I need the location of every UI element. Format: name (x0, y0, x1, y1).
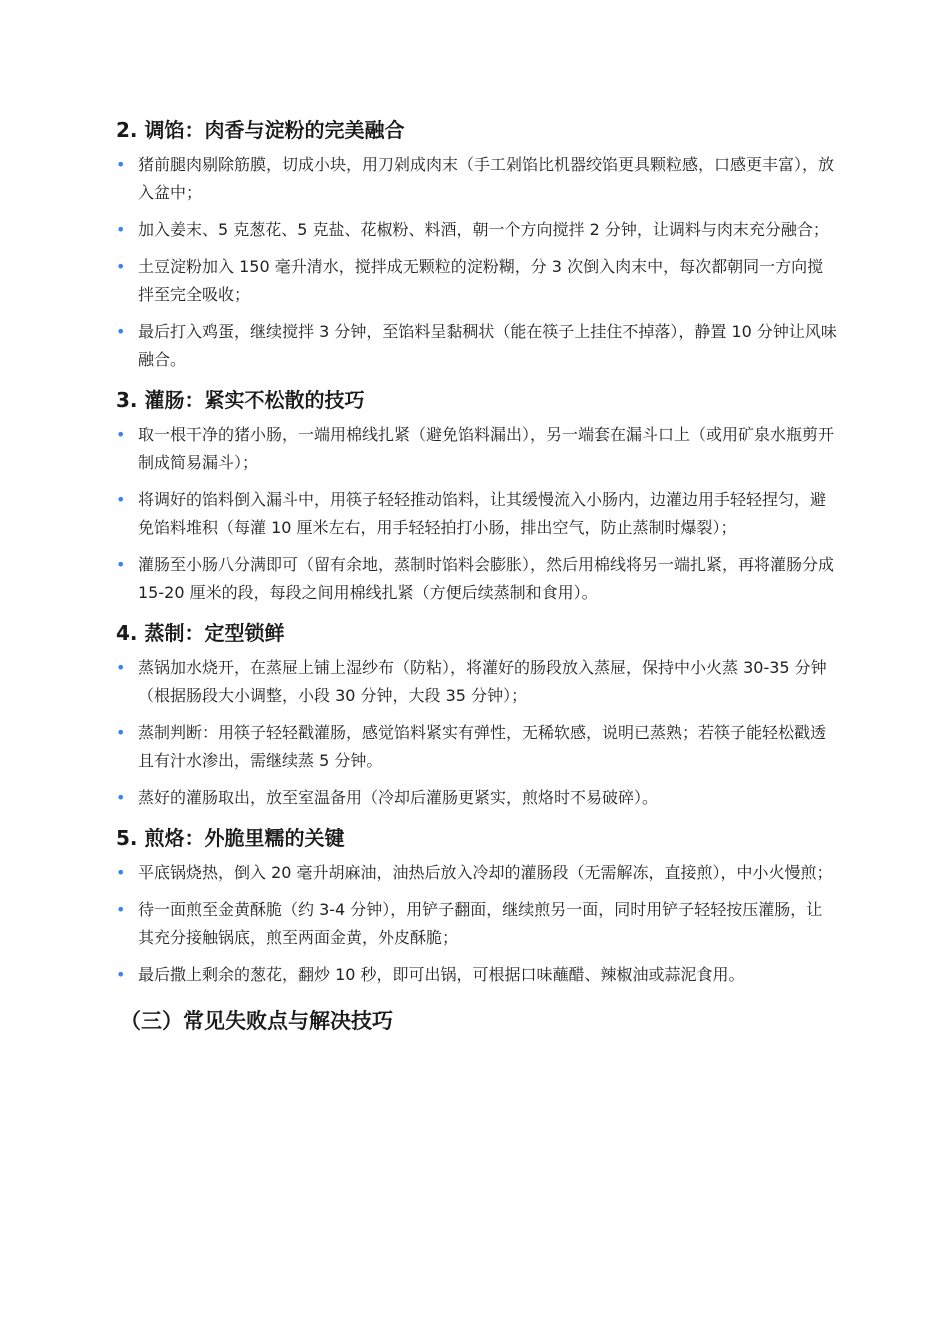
list-item-text: 待一面煎至金黄酥脆（约 3-4 分钟），用铲子翻面，继续煎另一面，同时用铲子轻轻按压灌肠，让其充分接触锅底，煎至两面金黄，外皮酥脆； (138, 900, 823, 947)
bullet-list (116, 859, 838, 989)
list-item (116, 151, 838, 207)
section-title: 5. 煎烙：外脆里糯的关键 (116, 826, 345, 850)
section-stuffing (116, 113, 838, 374)
section-filling-casing (116, 383, 838, 607)
list-item (116, 318, 838, 374)
list-item (116, 486, 838, 542)
bullet-icon: • (116, 723, 126, 742)
list-item-text: 蒸锅加水烧开，在蒸屉上铺上湿纱布（防粘），将灌好的肠段放入蒸屉，保持中小火蒸 30-35 分钟（根据肠段大小调整，小段 30 分钟，大段 35 分钟）； (138, 658, 827, 705)
part-title: （三）常见失败点与解决技巧 (120, 1009, 393, 1033)
section-title: 4. 蒸制：定型锁鲜 (116, 621, 285, 645)
bullet-icon: • (116, 658, 126, 677)
list-item-text: 蒸好的灌肠取出，放至室温备用（冷却后灌肠更紧实，煎烙时不易破碎）。 (138, 788, 659, 807)
bullet-icon: • (116, 220, 126, 239)
bullet-list (116, 151, 838, 374)
section-title: 3. 灌肠：紧实不松散的技巧 (116, 388, 365, 412)
list-item (116, 654, 838, 710)
bullet-icon: • (116, 555, 126, 574)
list-item (116, 719, 838, 775)
bullet-icon: • (116, 425, 126, 444)
list-item-text: 灌肠至小肠八分满即可（留有余地，蒸制时馅料会膨胀），然后用棉线将另一端扎紧，再将灌肠分成 15-20 厘米的段，每段之间用棉线扎紧（方便后续蒸制和食用）。 (138, 555, 835, 602)
bullet-icon: • (116, 322, 126, 341)
section-steaming (116, 616, 838, 812)
bullet-icon: • (116, 788, 126, 807)
list-item (116, 421, 838, 477)
list-item (116, 216, 838, 244)
bullet-list (116, 654, 838, 812)
list-item (116, 896, 838, 952)
list-item-text: 平底锅烧热，倒入 20 毫升胡麻油，油热后放入冷却的灌肠段（无需解冻，直接煎），中小火慢煎； (138, 863, 833, 882)
list-item-text: 将调好的馅料倒入漏斗中，用筷子轻轻推动馅料，让其缓慢流入小肠内，边灌边用手轻轻捏匀，避免馅料堆积（每灌 10 厘米左右，用手轻轻拍打小肠，排出空气，防止蒸制时爆裂）； (138, 490, 827, 537)
bullet-icon: • (116, 965, 126, 984)
section-frying (116, 821, 838, 989)
bullet-icon: • (116, 155, 126, 174)
list-item-text: 最后撒上剩余的葱花，翻炒 10 秒，即可出锅，可根据口味蘸醋、辣椒油或蒜泥食用。 (138, 965, 745, 984)
list-item-text: 猪前腿肉剔除筋膜，切成小块，用刀剁成肉末（手工剁馅比机器绞馅更具颗粒感，口感更丰富），放入盆中； (138, 155, 835, 202)
list-item (116, 253, 838, 309)
bullet-icon: • (116, 863, 126, 882)
list-item (116, 784, 838, 812)
list-item-text: 最后打入鸡蛋，继续搅拌 3 分钟，至馅料呈黏稠状（能在筷子上挂住不掉落），静置 10 分钟让风味融合。 (138, 322, 837, 369)
bullet-icon: • (116, 490, 126, 509)
bullet-list (116, 421, 838, 607)
bullet-icon: • (116, 257, 126, 276)
list-item (116, 551, 838, 607)
bullet-icon: • (116, 900, 126, 919)
document-page (116, 113, 838, 1039)
list-item-text: 蒸制判断：用筷子轻轻戳灌肠，感觉馅料紧实有弹性，无稀软感，说明已蒸熟；若筷子能轻松戳透且有汁水渗出，需继续蒸 5 分钟。 (138, 723, 827, 770)
list-item (116, 859, 838, 887)
list-item-text: 加入姜末、5 克葱花、5 克盐、花椒粉、料酒，朝一个方向搅拌 2 分钟，让调料与肉末充分融合； (138, 220, 829, 239)
list-item (116, 961, 838, 989)
section-title: 2. 调馅：肉香与淀粉的完美融合 (116, 118, 405, 142)
list-item-text: 取一根干净的猪小肠，一端用棉线扎紧（避免馅料漏出），另一端套在漏斗口上（或用矿泉水瓶剪开制成简易漏斗）； (138, 425, 835, 472)
list-item-text: 土豆淀粉加入 150 毫升清水，搅拌成无颗粒的淀粉糊，分 3 次倒入肉末中，每次都朝同一方向搅拌至完全吸收； (138, 257, 824, 304)
